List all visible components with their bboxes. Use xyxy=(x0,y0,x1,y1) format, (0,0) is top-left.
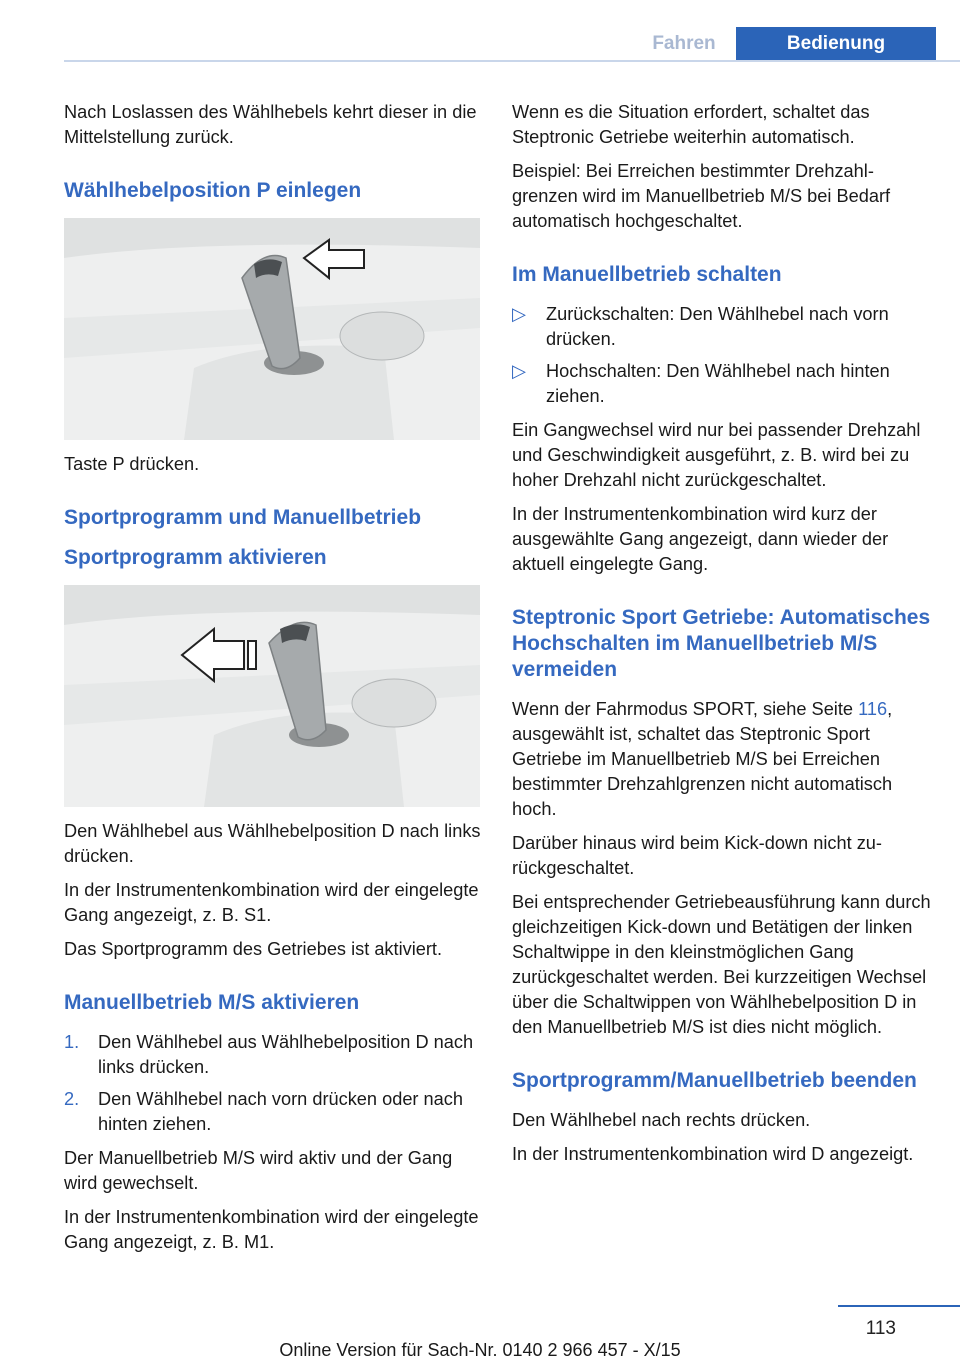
step-text: Den Wählhebel nach vorn drücken oder nach hinten ziehen. xyxy=(98,1089,463,1134)
step-number: 2. xyxy=(64,1089,80,1109)
heading-park-position: Wählhebelposition P einlegen xyxy=(64,179,362,202)
sport-paragraph-2: In der Instrumentenkombination wird der eingelegte Gang angezeigt, z. B. S1. xyxy=(64,880,479,925)
footer-rule xyxy=(838,1305,960,1307)
left-column xyxy=(64,100,482,1264)
manual-paragraph-1: Der Manuellbetrieb M/S wird aktiv und der Gang wird gewechselt. xyxy=(64,1148,453,1193)
tab-bedienung[interactable]: Bedienung xyxy=(736,27,936,61)
heading-end-sport-manual: Sportprogramm/Manuellbetrieb beenden xyxy=(512,1069,917,1092)
heading-sport-manual: Sportprogramm und Manuellbetrieb xyxy=(64,506,422,529)
right-paragraph-9: In der Instrumentenkombination wird D angezeigt. xyxy=(512,1144,914,1164)
list-item-text: Hochschalten: Den Wählhebel nach hinten ziehen. xyxy=(546,361,890,406)
heading-manual-activate: Manuellbetrieb M/S aktivieren xyxy=(64,991,360,1014)
right-paragraph-7: Bei entsprechender Getriebeausführung kann durch gleichzeitigen Kick-down und Betätigen der linken Schaltwippe in den kleinstmöglichen Gang zurückgeschaltet werden. Bei kurzzeitigen Wechsel über die Schaltwippen von Wählhebelposition D in den Manuellbetrieb M/S ist dies nicht möglich. xyxy=(512,892,931,1037)
right-paragraph-5 xyxy=(512,697,932,822)
heading-manual-shift: Im Manuellbetrieb schalten xyxy=(512,263,782,286)
triangle-bullet-icon: ▷ xyxy=(512,361,526,381)
park-caption: Taste P drücken. xyxy=(64,454,200,474)
triangle-bullet-icon: ▷ xyxy=(512,304,526,324)
right-column xyxy=(512,100,932,1176)
tab-fahren[interactable]: Fahren xyxy=(634,27,734,61)
list-item-text: Zurückschalten: Den Wählhebel nach vorn drücken. xyxy=(546,304,889,349)
sport-paragraph-1: Den Wählhebel aus Wählhebelposition D nach links drücken. xyxy=(64,821,481,866)
intro-paragraph: Nach Loslassen des Wählhebels kehrt dieser in die Mittelstellung zurück. xyxy=(64,102,477,147)
list-item xyxy=(64,1030,482,1080)
right-paragraph-8: Den Wählhebel nach rechts drücken. xyxy=(512,1110,811,1130)
manual-steps-list xyxy=(64,1030,482,1137)
gear-selector-sport-illustration xyxy=(64,585,480,807)
sport-paragraph-3: Das Sportprogramm des Getriebes ist aktiviert. xyxy=(64,939,443,959)
list-item xyxy=(512,359,932,409)
manual-paragraph-2: In der Instrumentenkombination wird der eingelegte Gang angezeigt, z. B. M1. xyxy=(64,1207,479,1252)
page-number: 113 xyxy=(865,1318,896,1339)
right-paragraph-3: Ein Gangwechsel wird nur bei passender Drehzahl und Geschwindigkeit ausgeführt, z. B. wird bei zu hoher Drehzahl nicht zurückgeschaltet. xyxy=(512,420,921,490)
right-paragraph-6: Darüber hinaus wird beim Kick-down nicht zurückgeschaltet. xyxy=(512,833,882,878)
right-paragraph-2: Beispiel: Bei Erreichen bestimmter Drehzahlgrenzen wird im Manuellbetrieb M/S bei Bedarf automatisch hochgeschaltet. xyxy=(512,161,891,231)
paragraph-text: , ausgewählt ist, schaltet das Steptronic Sport Getriebe im Manuellbetrieb M/S bei Erreichen bestimmter Drehzahlgrenzen nicht automatisch hoch. xyxy=(512,699,893,819)
step-text: Den Wählhebel aus Wählhebelposition D nach links drücken. xyxy=(98,1032,474,1077)
header-rule xyxy=(64,60,960,62)
right-paragraph-1: Wenn es die Situation erfordert, schaltet das Steptronic Getriebe weiterhin automatisch. xyxy=(512,102,870,147)
footer-version: Online Version für Sach-Nr. 0140 2 966 457 - X/15 xyxy=(279,1340,681,1360)
shift-list xyxy=(512,302,932,409)
heading-sport-activate: Sportprogramm aktivieren xyxy=(64,546,327,569)
step-number: 1. xyxy=(64,1032,80,1052)
gear-selector-park-illustration xyxy=(64,218,480,440)
paragraph-text: Wenn der Fahrmodus SPORT, siehe Seite xyxy=(512,699,859,719)
list-item xyxy=(512,302,932,352)
page-reference-link[interactable]: 116 xyxy=(858,699,888,719)
right-paragraph-4: In der Instrumentenkombination wird kurz der ausgewählte Gang angezeigt, dann wieder der aktuell eingelegte Gang. xyxy=(512,504,889,574)
heading-steptronic: Steptronic Sport Getriebe: Automatisches Hochschalten im Manuellbetrieb M/S vermeiden xyxy=(512,606,931,681)
list-item xyxy=(64,1087,482,1137)
